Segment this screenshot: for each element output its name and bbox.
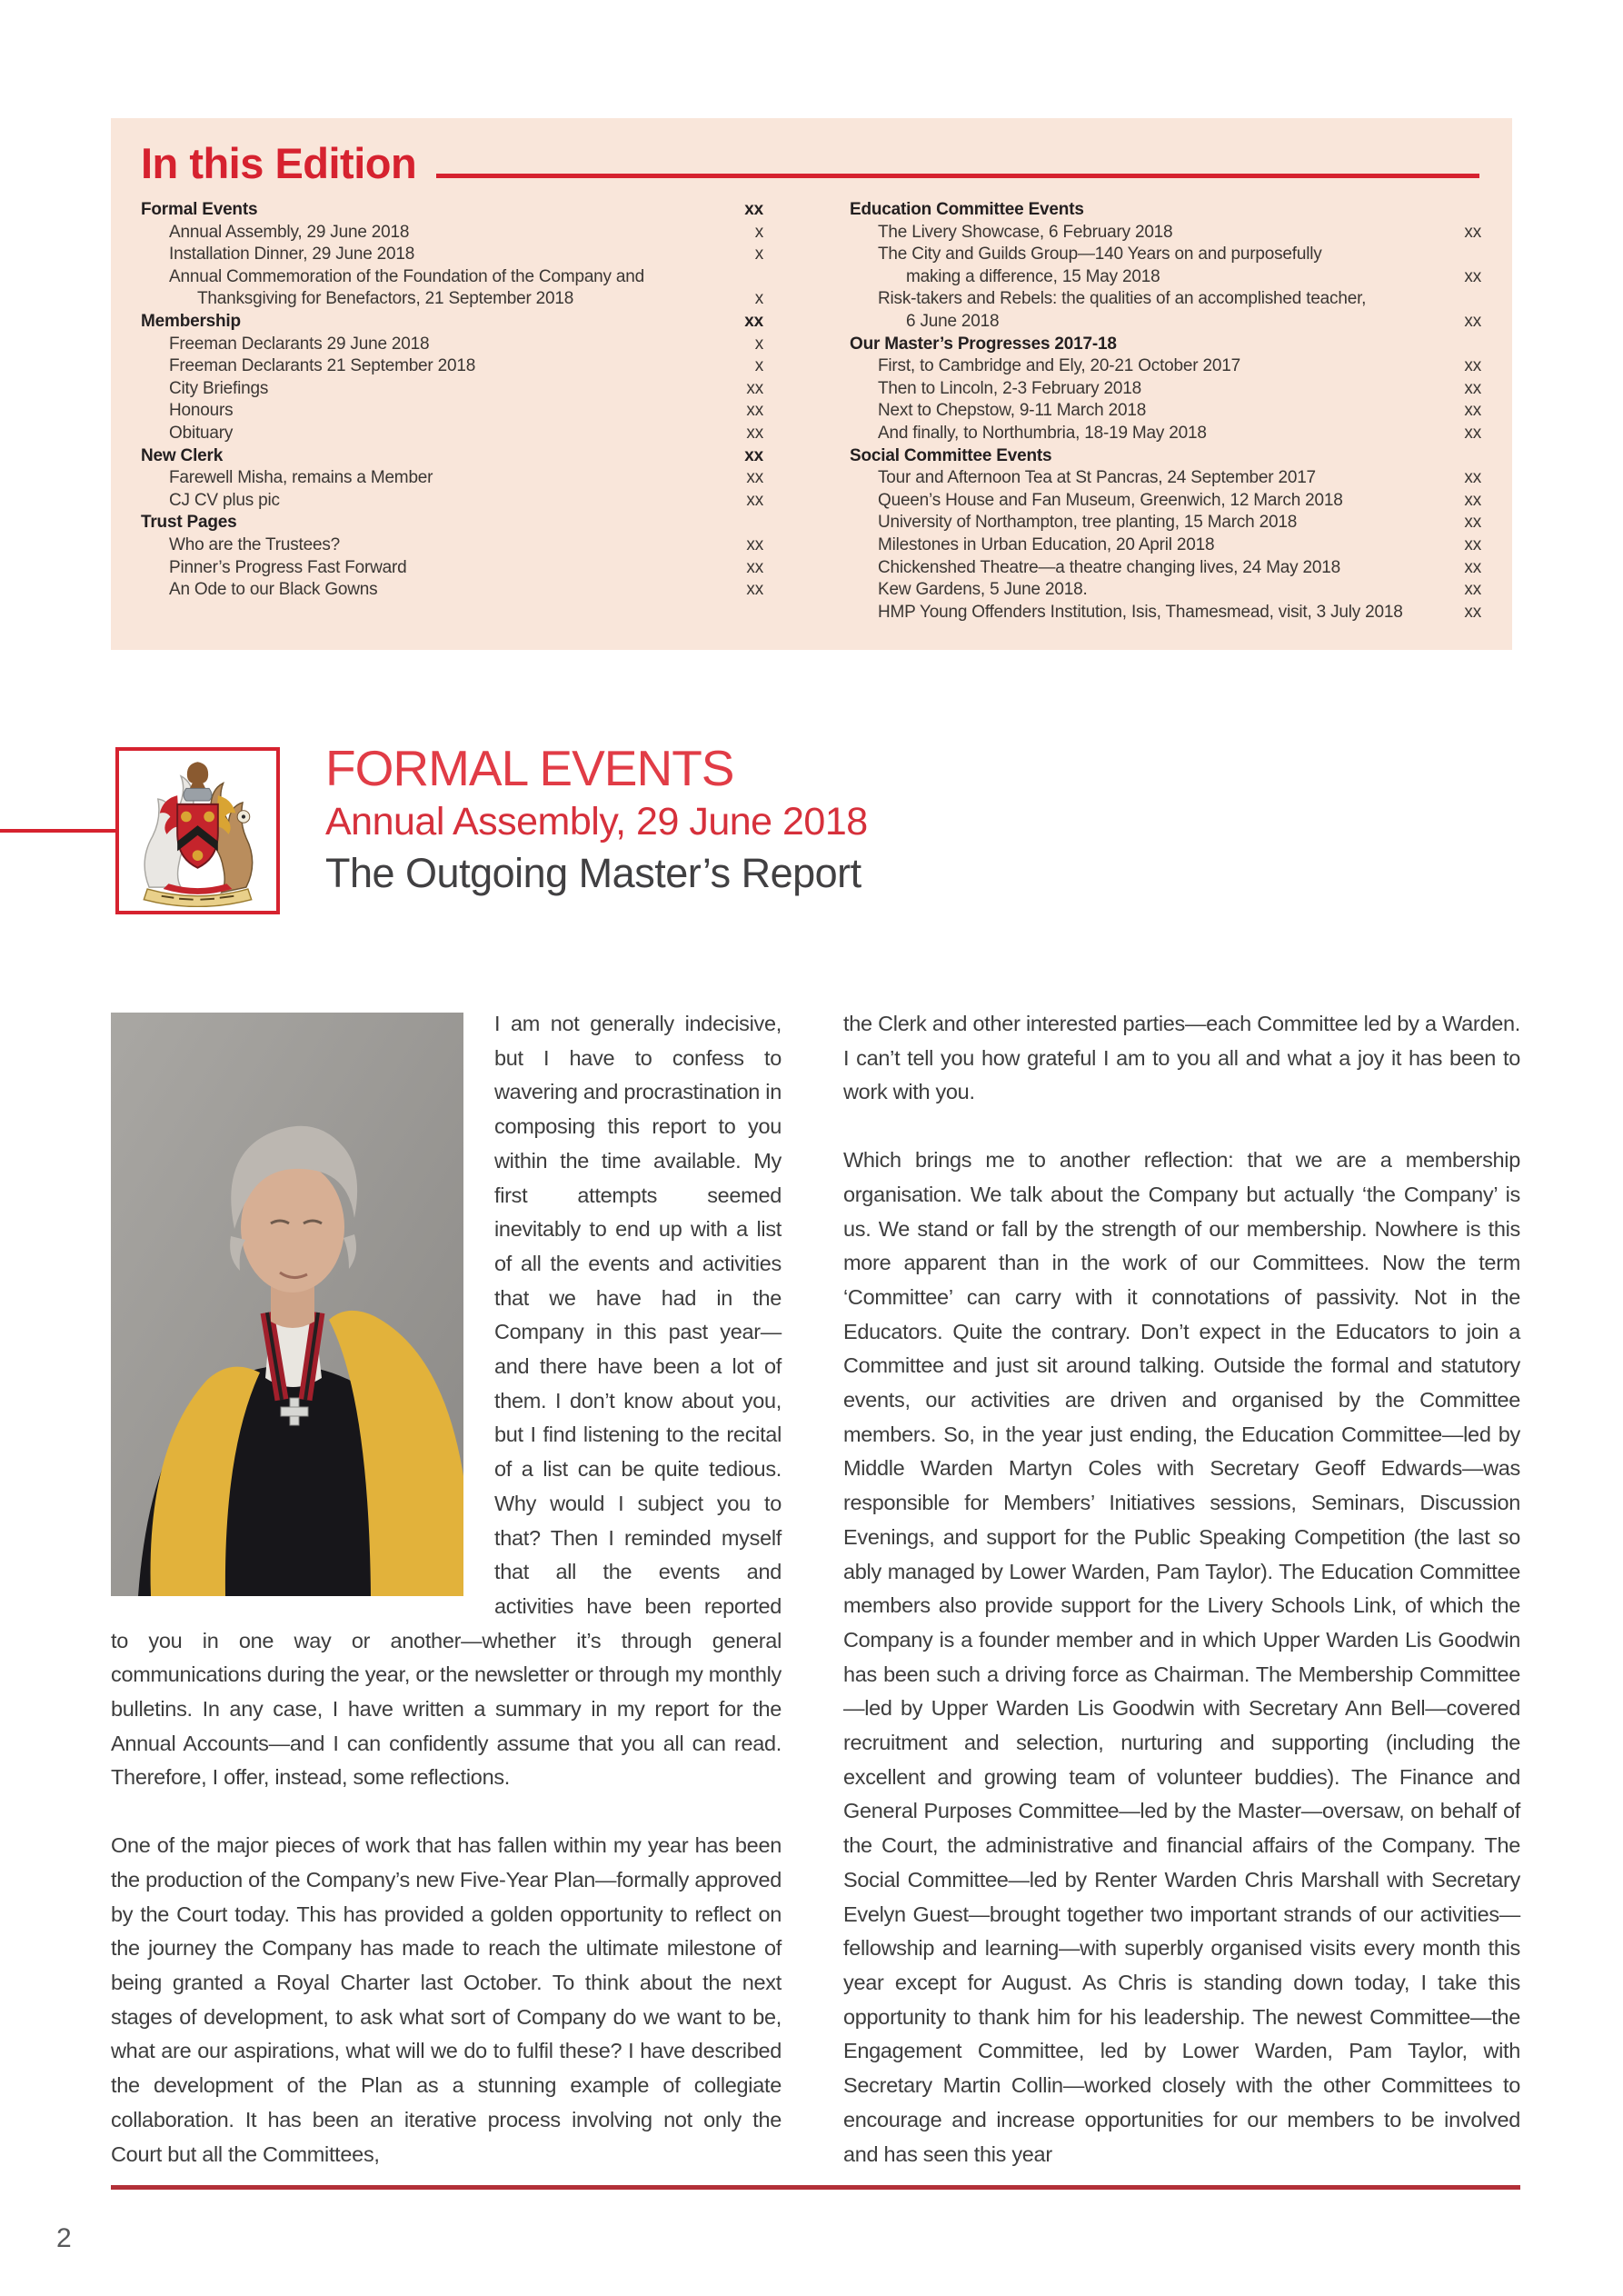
toc-entry (141, 579, 763, 602)
toc-entry-label: 6 June 2018 (906, 311, 1000, 331)
toc-entry-label: Farewell Misha, remains a Member (169, 468, 433, 488)
in-this-edition-panel (111, 118, 1512, 650)
toc-entry-label: Education Committee Events (850, 200, 1084, 219)
toc-entry-label: And finally, to Northumbria, 18-19 May 2018 (878, 423, 1207, 443)
toc-entry-label: Obituary (169, 423, 234, 443)
toc-entry-label: First, to Cambridge and Ely, 20-21 October 2017 (878, 356, 1240, 376)
toc-entry (850, 222, 1481, 245)
toc-entry-page-number: xx (746, 534, 763, 554)
toc-entry (141, 355, 763, 378)
toc-entry (850, 266, 1481, 289)
toc-entry (850, 512, 1481, 534)
toc-entry-page-number: xx (746, 557, 763, 577)
toc-entry (850, 467, 1481, 490)
toc-entry (141, 222, 763, 245)
toc-entry (850, 490, 1481, 513)
toc-entry-page-number (1470, 244, 1481, 266)
section-headings (325, 742, 868, 895)
toc-entry-label: Trust Pages (141, 513, 237, 533)
toc-entry (850, 334, 1481, 356)
article-left-column (111, 1007, 782, 2205)
toc-entry-label: Our Master’s Progresses 2017-18 (850, 334, 1117, 354)
toc-entry-label: Risk-takers and Rebels: the qualities of an accomplished teacher, (878, 289, 1367, 309)
toc-entry (141, 490, 763, 513)
toc-entry (850, 378, 1481, 401)
toc-entry (850, 199, 1481, 222)
toc-entry (141, 467, 763, 490)
toc-titlebar (141, 139, 1481, 187)
toc-entry-label: The Livery Showcase, 6 February 2018 (878, 222, 1173, 242)
toc-entry-label: Thanksgiving for Benefactors, 21 September 2018 (197, 289, 574, 309)
article-right-column (843, 1007, 1520, 2205)
toc-entry-page-number: xx (746, 580, 763, 600)
toc-entry (141, 445, 763, 468)
toc-entry (850, 288, 1481, 311)
toc-entry-page-number: xx (1464, 534, 1481, 554)
toc-entry (141, 400, 763, 423)
toc-title-rule (436, 174, 1479, 178)
toc-entry-label: Installation Dinner, 29 June 2018 (169, 245, 415, 265)
toc-entry-page-number: xx (1464, 401, 1481, 421)
toc-entry-page-number: x (754, 245, 763, 265)
toc-entry-page-number: xx (1464, 423, 1481, 443)
left-margin-red-tick (0, 829, 115, 833)
toc-entry-page-number (752, 266, 763, 289)
toc-entry (141, 557, 763, 580)
toc-entry (850, 355, 1481, 378)
toc-left-column (141, 199, 763, 624)
toc-entry-label: Membership (141, 311, 241, 331)
toc-entry-label: HMP Young Offenders Institution, Isis, Thamesmead, visit, 3 July 2018 (878, 602, 1403, 622)
toc-entry-page-number: xx (746, 490, 763, 510)
toc-entry-page-number: xx (1464, 602, 1481, 622)
article-paragraph: Which brings me to another reflection: that we are a membership organisation. We talk about the Company but actually ‘the Company’ is us. We stand or fall by the strength of our membership. Nowhere is this more apparent than in the work of our Committees. Now the term ‘Committee’ can carry with it connotations of passivity. Not in the Educators. Quite the contrary. Don’t expect in the Educators to join a Committee and just sit around talking. Outside the formal and statutory events, our activities are driven and organised by the Committee members. So, in the year just ending, the Education Committee—led by Middle Warden Martyn Coles with Secretary Geoff Edwards—was responsible for Members’ Initiatives sessions, Seminars, Discussion Evenings, and support for the Public Speaking Competition (the last so ably managed by Lower Warden, Pam Taylor). The Education Committee members also provide support for the Livery Schools Link, of which the Company is a founder member and in which Upper Warden Lis Goodwin has been such a driving force as Chairman. The Membership Committee—led by Upper Warden Lis Goodwin with Secretary Ann Bell—covered recruitment and selection, nurturing and supporting (including the excellent and growing team of volunteer buddies). The Finance and General Purposes Committee—led by the Master—oversaw, on behalf of the Court, the administrative and financial affairs of the Company. The Social Committee—led by Renter Warden Chris Marshall with Secretary Evelyn Guest—brought together two important strands of our activities—fellowship and learning—with superbly organised visits every month this year except for August. As Chris is standing down today, I take this opportunity to thank him for his leadership. The newest Committee—the Engagement Committee, led by Lower Warden, Pam Taylor, with Secretary Martin Collin—worked closely with the other Committees to encourage and increase opportunities for our members to be involved and has seen this year (843, 1148, 1520, 2166)
toc-entry-label: Milestones in Urban Education, 20 April 2018 (878, 534, 1215, 554)
toc-entry-page-number (752, 512, 763, 534)
toc-entry-page-number: xx (744, 445, 763, 465)
toc-entry (850, 579, 1481, 602)
toc-entry-page-number: xx (1464, 266, 1481, 286)
toc-entry-page-number: xx (1464, 468, 1481, 488)
section-subtitle: The Outgoing Master’s Report (325, 850, 861, 896)
toc-entry-label: making a difference, 15 May 2018 (906, 266, 1160, 286)
toc-entry (850, 534, 1481, 557)
toc-entry-label: University of Northampton, tree planting, 15 March 2018 (878, 513, 1298, 533)
toc-entry-label: Freeman Declarants 21 September 2018 (169, 356, 476, 376)
toc-entry (850, 602, 1481, 624)
toc-entry (850, 445, 1481, 468)
toc-entry-label: Annual Commemoration of the Foundation of the Company and (169, 266, 645, 286)
toc-entry-label: Freeman Declarants 29 June 2018 (169, 334, 430, 354)
toc-entry-label: Social Committee Events (850, 445, 1052, 465)
toc-entry-label: Pinner’s Progress Fast Forward (169, 557, 407, 577)
toc-entry-label: City Briefings (169, 378, 269, 398)
article-paragraph: One of the major pieces of work that has fallen within my year has been the production of the Company’s new Five-Year Plan—formally approved by the Court today. This has provided a golden opportunity to reflect on the journey the Company has made to reach the ultimate milestone of being granted a Royal Charter last October. To think about the next stages of development, to ask what sort of Company do we want to be, what are our aspirations, what will we do to fulfil these? I have described the development of the Plan as a stunning example of collegiate collaboration. It has been an iterative process involving not only the Court but all the Committees, (111, 1833, 782, 2166)
toc-entry-page-number (1470, 445, 1481, 468)
section-title: Annual Assembly, 29 June 2018 (325, 800, 868, 844)
toc-entry-page-number: xx (744, 311, 763, 331)
toc-entry-page-number: xx (1464, 490, 1481, 510)
toc-entry-page-number: xx (1464, 513, 1481, 533)
toc-entry-page-number: xx (1464, 557, 1481, 577)
toc-title: In this Edition (141, 139, 417, 187)
article-paragraph: I am not generally indecisive, but I have to confess to wavering and procrastination in composing this report to you within the time available. My first attempts seemed inevitably to end up with a list of all the events and activities that we have had in the Company in this past year—and there have been a lot of them. I don’t know about you, but I find listening to the recital of a list can be quite tedious. Why would I subject you to that? Then I reminded myself that all the events and activities have been reported to you in one way or another—whether it’s through general communications during the year, or the newsletter or through my monthly bulletins. In any case, I have written a summary in my report for the Annual Accounts—and I can confidently assume that you all can read. Therefore, I offer, instead, some reflections. (111, 1012, 782, 1790)
toc-entry-label: Chickenshed Theatre—a theatre changing lives, 24 May 2018 (878, 557, 1340, 577)
toc-entry-page-number: xx (1464, 580, 1481, 600)
toc-columns (141, 199, 1481, 624)
toc-entry-page-number: x (754, 334, 763, 354)
toc-entry (141, 199, 763, 222)
toc-entry-label: Formal Events (141, 200, 258, 219)
toc-entry-label: The City and Guilds Group—140 Years on and purposefully (878, 245, 1322, 265)
toc-right-column (850, 199, 1481, 624)
toc-entry (850, 423, 1481, 445)
toc-entry (850, 244, 1481, 266)
company-crest-icon (115, 747, 280, 914)
toc-entry-page-number: x (754, 222, 763, 242)
toc-entry-page-number (1470, 199, 1481, 222)
toc-entry-page-number: xx (746, 468, 763, 488)
toc-entry-page-number: xx (746, 423, 763, 443)
toc-entry-label: Annual Assembly, 29 June 2018 (169, 222, 410, 242)
portrait-graphic (111, 1013, 463, 1596)
toc-entry-page-number: xx (746, 401, 763, 421)
coat-of-arms-graphic (123, 754, 273, 907)
toc-entry-page-number: xx (1464, 222, 1481, 242)
toc-entry-label: Honours (169, 401, 234, 421)
toc-entry (850, 400, 1481, 423)
toc-entry (141, 244, 763, 266)
toc-entry-label: New Clerk (141, 445, 224, 465)
toc-entry (141, 534, 763, 557)
toc-entry-page-number: xx (1464, 311, 1481, 331)
toc-entry (850, 557, 1481, 580)
toc-entry-page-number: xx (744, 200, 763, 219)
toc-entry-label: Kew Gardens, 5 June 2018. (878, 580, 1088, 600)
toc-entry (141, 378, 763, 401)
toc-entry-label: Next to Chepstow, 9-11 March 2018 (878, 401, 1147, 421)
section-kicker: FORMAL EVENTS (325, 740, 734, 796)
page-number: 2 (56, 2223, 72, 2253)
master-portrait-photo (111, 1013, 463, 1596)
footer-rule (111, 2185, 1520, 2190)
toc-entry (141, 334, 763, 356)
toc-entry (141, 266, 763, 289)
toc-entry-page-number: xx (746, 378, 763, 398)
toc-entry-label: CJ CV plus pic (169, 490, 280, 510)
toc-entry-page-number: xx (1464, 356, 1481, 376)
toc-entry (141, 311, 763, 334)
toc-entry-page-number (1470, 288, 1481, 311)
toc-entry-label: Who are the Trustees? (169, 534, 341, 554)
article-paragraph: the Clerk and other interested parties—each Committee led by a Warden. I can’t tell you how grateful I am to you all and what a joy it has been to work with you. (843, 1012, 1520, 1104)
toc-entry-label: Then to Lincoln, 2-3 February 2018 (878, 378, 1141, 398)
toc-entry (141, 512, 763, 534)
toc-entry-page-number: x (754, 356, 763, 376)
toc-entry-label: Queen’s House and Fan Museum, Greenwich, 12 March 2018 (878, 490, 1343, 510)
toc-entry-page-number: x (754, 289, 763, 309)
toc-entry-label: An Ode to our Black Gowns (169, 580, 378, 600)
toc-entry (141, 423, 763, 445)
article-body (111, 1007, 1520, 2205)
toc-entry (141, 288, 763, 311)
toc-entry-page-number: xx (1464, 378, 1481, 398)
toc-entry (850, 311, 1481, 334)
toc-entry-label: Tour and Afternoon Tea at St Pancras, 24 September 2017 (878, 468, 1316, 488)
toc-entry-page-number (1470, 334, 1481, 356)
